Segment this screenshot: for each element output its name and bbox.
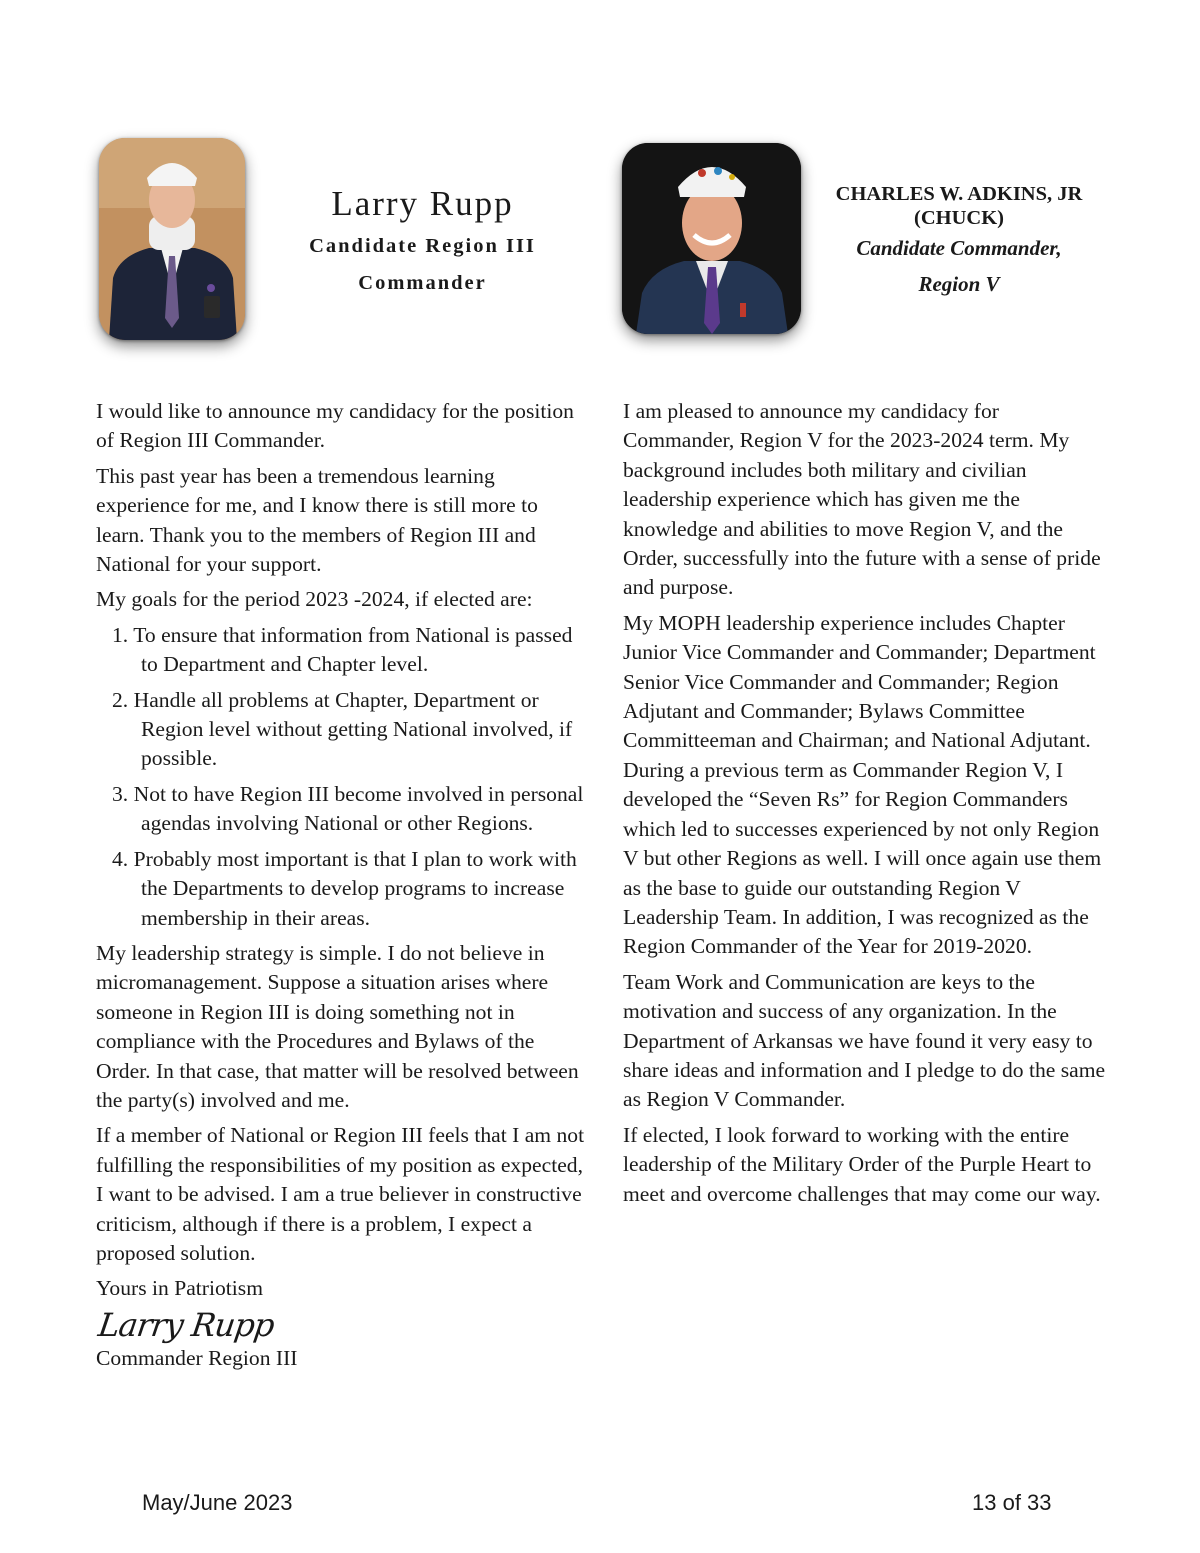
signer-title: Commander Region III: [96, 1346, 298, 1371]
goal-item: 4. Probably most important is that I plan to work with the Departments to develop programs to increase membership in their areas.: [112, 846, 577, 930]
statement-paragraph: My leadership strategy is simple. I do not believe in micromanagement. Suppose a situation arises where someone in Region III is doing something not in compliance with the Procedures and Bylaws of the Order. In that case, that matter will be resolved between the party(s) involved and me.: [96, 940, 579, 1112]
candidate-photo-charles-adkins: [622, 143, 801, 334]
right-candidate-statement: [623, 397, 1111, 1215]
statement-paragraph: If a member of National or Region III feels that I am not fulfilling the responsibilities of my position as expected, I want to be advised. I am a true believer in constructive criticism, although if there is a problem, I expect a proposed solution.: [96, 1123, 585, 1265]
salutation: Yours in Patriotism: [96, 1276, 263, 1301]
statement-paragraph: I am pleased to announce my candidacy for Commander, Region V for the 2023-2024 term. My background includes both military and civilian leadership experience which has given me the knowledge and abilities to move Region V, and the Order, successfully into the future with a sense of pride and purpose.: [623, 399, 1101, 600]
candidate-title-cont: Commander: [358, 272, 487, 294]
candidate-photo-larry-rupp: [99, 138, 245, 340]
candidate-title-cont: Region V: [918, 272, 1000, 296]
statement-paragraph: I would like to announce my candidacy for the position of Region III Commander.: [96, 399, 574, 453]
goal-item: 2. Handle all problems at Chapter, Department or Region level without getting National involved, if possible.: [112, 687, 573, 771]
left-candidate-header: [270, 180, 575, 302]
footer-page-number: 13 of 33: [972, 1490, 1052, 1515]
goal-item: 1. To ensure that information from National is passed to Department and Chapter level.: [112, 622, 573, 677]
handwritten-signature: Larry Rupp: [96, 1305, 277, 1344]
statement-paragraph: If elected, I look forward to working with the entire leadership of the Military Order of the Purple Heart to meet and overcome challenges that may come our way.: [623, 1122, 1101, 1206]
signature-wrap: [96, 1304, 588, 1344]
statement-paragraph: My goals for the period 2023 -2024, if elected are:: [96, 587, 533, 612]
goal-item: 3. Not to have Region III become involved in personal agendas involving National or other Regions.: [112, 781, 584, 836]
candidate-title: Candidate Commander,: [856, 236, 1062, 260]
candidate-title: Candidate Region III: [309, 235, 536, 257]
statement-paragraph: This past year has been a tremendous learning experience for me, and I know there is still more to learn. Thank you to the members of Region III and National for your support.: [96, 463, 538, 577]
candidate-nickname: (CHUCK): [914, 207, 1004, 229]
goals-list: [96, 621, 588, 933]
candidate-name: Larry Rupp: [331, 184, 514, 223]
footer-issue-date: May/June 2023: [142, 1490, 293, 1515]
candidate-name: CHARLES W. ADKINS, JR: [835, 183, 1083, 205]
right-candidate-header: [808, 182, 1110, 302]
statement-paragraph: My MOPH leadership experience includes Chapter Junior Vice Commander and Commander; Department Senior Vice Commander and Commander; Region Adjutant and Commander; Bylaws Committee Committeeman and Chairman; and National Adjutant. During a previous term as Commander Region V, I developed the “Seven Rs” for Region Commanders which led to successes experienced by not only Region V but other Regions as well. I will once again use them as the base to guide our outstanding Region V Leadership Team. In addition, I was recognized as the Region Commander of the Year for 2019-2020.: [623, 610, 1102, 959]
statement-paragraph: Team Work and Communication are keys to the motivation and success of any organization. In the Department of Arkansas we have found it very easy to share ideas and information and I pledge to do the same as Region V Commander.: [623, 969, 1106, 1112]
left-candidate-statement: [96, 397, 588, 1374]
